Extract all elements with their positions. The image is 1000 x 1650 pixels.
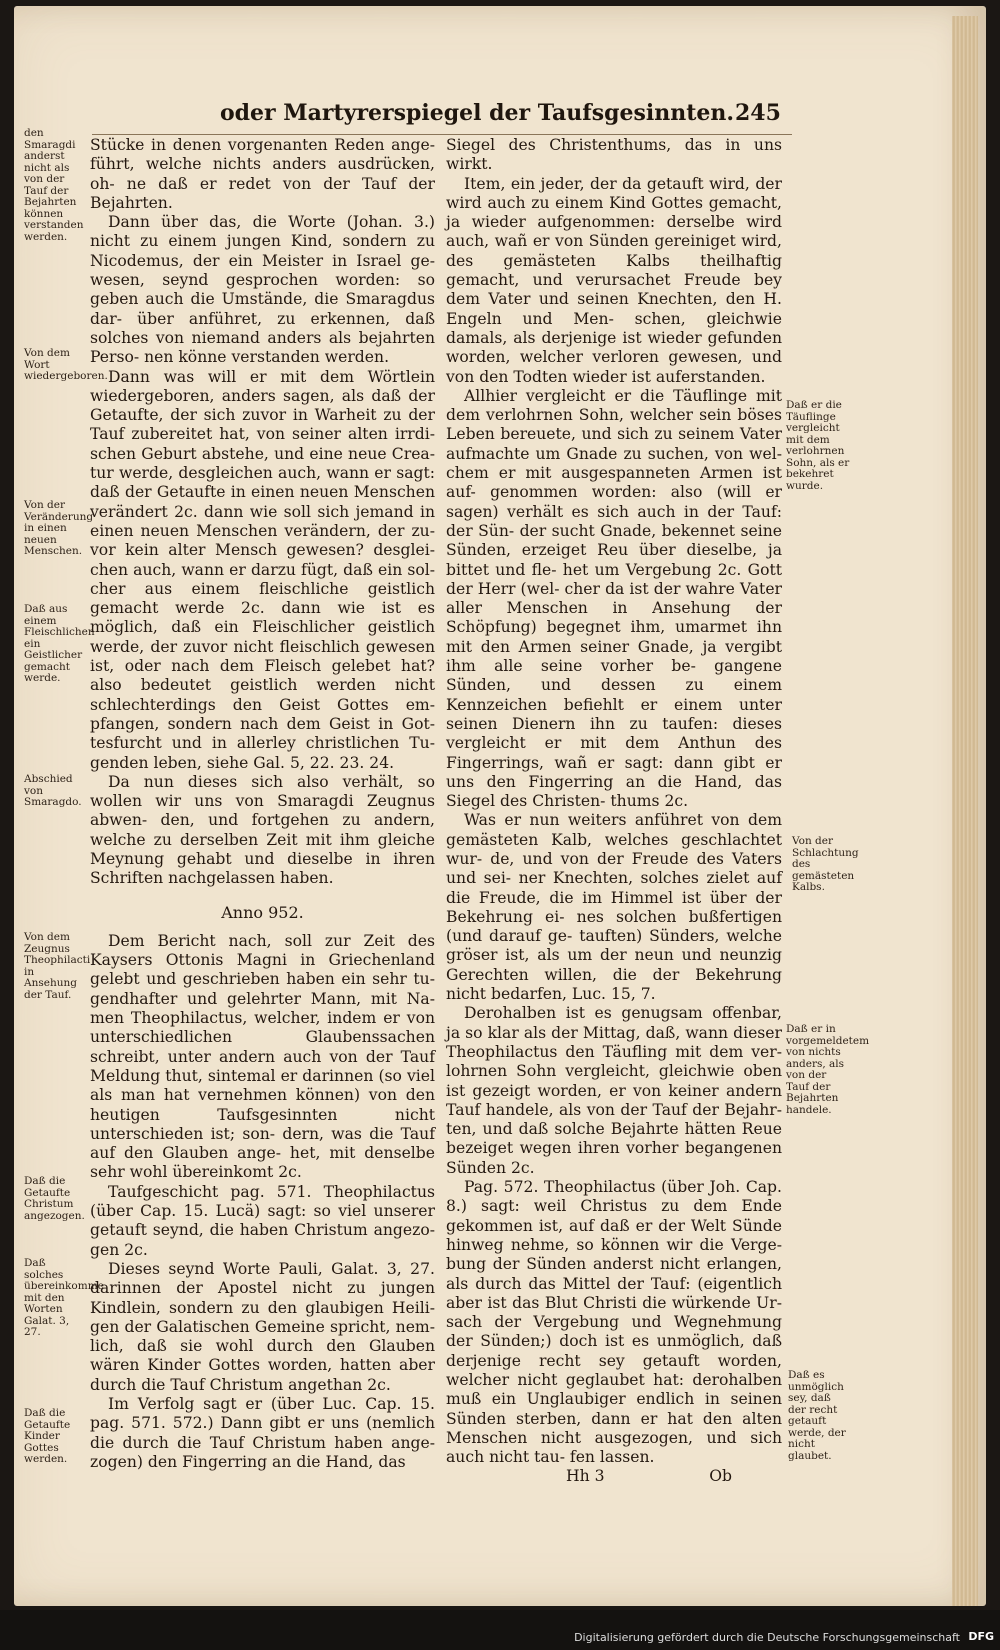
digitization-footer	[0, 1610, 1000, 1650]
margin-note: Abschied von Smaragdo.	[24, 773, 82, 808]
paragraph: Allhier vergleicht er die Täuflinge mit dem verlohrnen Sohn, welcher sein böses Leben bereuete, und sich zu seinem Vater aufmachte um Gnade zu suchen, von wel- chem er mit ausgespanneten Armen ist auf- genommen worden: also (will er sagen) verhält es sich auch in der Tauf: der Sün- der sucht Gnade, bekennet seine Sünden, erzeiget Reu über dieselbe, ja bittet und fle- het um Vergebung 2c. Gott der Herr (wel- cher da ist der wahre Vater aller Menschen in Ansehung der Schöpfung) begegnet ihm, umarmet ihn mit den Armen seiner Gnade, ja vergibt ihm alle seine vorher be- gangene Sünden, und dessen zu einem Kennzeichen befiehlt er einem unter seinen Dienern ihn zu taufen: dieses vergleicht er mit dem Anthun des Fingerrings, wañ er sagt: dann gibt er uns den Fingerring an die Hand, das Siegel des Christen- thums 2c.	[446, 386, 782, 811]
signature-mark: Hh 3	[566, 1467, 605, 1486]
paragraph: Dann über das, die Worte (Johan. 3.) nicht zu einem jungen Kind, sondern zu Nicodemus, der ein Meister in Israel ge- wesen, seynd gesprochen worden: so geben auch die Umstände, die Smaragdus dar- über anführet, zu erkennen, daß solches von niemand anders als bejahrten Perso- nen könne verstanden werden.	[90, 213, 435, 367]
margin-note: Daß es unmöglich sey, daß der recht getauft werde, der nicht glaubet.	[788, 1369, 846, 1462]
paragraph: Dann was will er mit dem Wörtlein wiedergeboren, anders sagen, als daß der Getaufte, der sich zuvor in Warheit zu der Tauf zubereitet hat, von seiner alten irrdi- schen Geburt abstehe, und eine neue Crea- tur werde, desgleichen auch, wann er sagt: daß der Getaufte in einen neuen Menschen verändert 2c. dann wie soll sich jemand in einen neuen Menschen verändern, der zu- vor kein alter Mensch gewesen? desglei- chen auch, wann er darzu fügt, daß ein sol- cher aus einem fleischliche geistlich gemacht werde 2c. dann wie ist es möglich, daß ein Fleischlicher geistlich werde, der zuvor nicht fleischlich gewesen ist, oder nach dem Fleisch gelebet hat? also bedeutet geistlich werden nicht schlechterdings den Geist Gottes em- pfangen, sondern nach dem Geist in Got- tesfurcht und in allerley christlichen Tu- genden leben, siehe Gal. 5, 22. 23. 24.	[90, 367, 435, 772]
margin-note: Daß er in vorgemeldetem von nichts anders, als von der Tauf der Bejahrten handele.	[786, 1023, 870, 1116]
margin-note: Von der Schlachtung des gemästeten Kalbs.	[792, 835, 859, 893]
margin-note: Von dem Zeugnus Theophilacti in Ansehung der Tauf.	[24, 931, 91, 1001]
paragraph: Was er nun weiters anführet von dem gemästeten Kalb, welches geschlachtet wur- de, und von der Freude des Vaters und sei- ner Knechten, solches zielet auf die Freude, die im Himmel ist über der Bekehrung ei- nes solchen bußfertigen (und darauf ge- tauften) Sünders, welche gröser ist, als um der neun und neunzig Gerechten willen, die der Bekehrung nicht bedarfen, Luc. 15, 7.	[446, 811, 782, 1004]
paragraph: Pag. 572. Theophilactus (über Joh. Cap. 8.) sagt: weil Christus zu dem Ende gekommen ist, auf daß er der Welt Sünde hinweg nehme, so können wir die Verge- bung der Sünden anderst nicht erlangen, als durch das Mittel der Tauf: (eigentlich aber ist das Blut Christi die würkende Ur- sach der Vergebung und Wegnehmung der Sünden;) doch ist es unmöglich, daß derjenige recht sey getauft worden, welcher nicht geglaubet hat: derohalben muß ein Unglaubiger endlich in seinen Sünden sterben, dann er hat den alten Menschen nicht ausgezogen, und sich auch nicht tau- fen lassen.	[446, 1178, 782, 1467]
paragraph: Dem Bericht nach, soll zur Zeit des Kaysers Ottonis Magni in Griechenland gelebt und geschrieben haben ein sehr tu- gendhafter und gelehrter Mann, mit Na- men Theophilactus, welcher, indem er von unterschiedlichen Glaubenssachen schreibt, unter andern auch von der Tauf Meldung thut, sintemal er darinnen (so viel als man hat vernehmen können) von den heutigen Taufsgesinnten nicht unterschieden ist; son- dern, was die Tauf auf den Glauben ange- het, mit denselbe sehr wohl übereinkomt 2c.	[90, 931, 435, 1182]
page-number: 245	[735, 100, 781, 126]
paragraph: Da nun dieses sich also verhält, so wollen wir uns von Smaragdi Zeugnus abwen- den, und fortgehen zu andern, welche zu derselben Zeit mit ihm gleiche Meynung gehabt und dieselbe in ihren Schriften nachgelassen haben.	[90, 772, 435, 888]
page-foot	[446, 1467, 782, 1487]
margin-note: Daß aus einem Fleischlichen ein Geistlicher gemacht werde.	[24, 603, 95, 684]
paragraph: Siegel des Christenthums, das in uns wirkt.	[446, 136, 782, 174]
margin-note: Von der Veränderung in einen neuen Menschen.	[24, 499, 94, 557]
dfg-logo: DFG	[968, 1630, 994, 1643]
margin-note: Von dem Wort wiedergeboren.	[24, 347, 108, 382]
paragraph: Dieses seynd Worte Pauli, Galat. 3, 27. darinnen der Apostel nicht zu jungen Kindlein, sondern zu den glaubigen Heili- gen der Galatischen Gemeine spricht, nem- lich, daß sie wohl durch den Glauben wären Kinder Gottes worden, hatten aber durch die Tauf Christum angethan 2c.	[90, 1259, 435, 1394]
section-heading: Anno 952.	[221, 902, 304, 922]
right-column	[446, 136, 782, 1487]
paragraph: Im Verfolg sagt er (über Luc. Cap. 15. pag. 571. 572.) Dann gibt er uns (nemlich die durch die Tauf Christum haben ange- zogen) den Fingerring an die Hand, das	[90, 1395, 435, 1471]
margin-note: Daß solches übereinkomme mit den Worten Galat. 3, 27.	[24, 1257, 104, 1338]
paragraph: Derohalben ist es genugsam offenbar, ja so klar als der Mittag, daß, wann dieser Theophilactus den Täufling mit dem ver- lohrnen Sohn vergleicht, gleichwie oben ist gezeigt worden, er von keiner andern Tauf handele, als von der Tauf der Bejahr- ten, und daß solche Bejahrte hätten Reue bezeiget wegen ihren vorher begangenen Sünden 2c.	[446, 1004, 782, 1177]
funding-credit: Digitalisierung gefördert durch die Deutsche Forschungsgemeinschaft	[574, 1631, 960, 1644]
paragraph: Item, ein jeder, der da getauft wird, der wird auch zu einem Kind Gottes gemacht, ja wieder aufgenommen: derselbe wird auch, wañ er von Sünden gereiniget wird, des gemästeten Kalbs theilhaftig gemacht, und verursachet Freude bey dem Vater und seinen Knechten, den H. Engeln und Men- schen, gleichwie damals, als derjenige ist wieder gefunden worden, welcher verloren gewesen, und von den Todten wieder ist auferstanden.	[446, 174, 782, 386]
margin-note: Daß die Getaufte Christum angezogen.	[24, 1175, 85, 1222]
paragraph: Taufgeschicht pag. 571. Theophilactus (über Cap. 15. Lucä) sagt: so viel unserer getauft seynd, die haben Christum angezo- gen 2c.	[90, 1182, 435, 1259]
page-edge	[952, 16, 978, 1606]
page-header	[220, 100, 920, 130]
paragraph: Stücke in denen vorgenanten Reden ange- führt, welche nichts anders ausdrücken, oh- ne daß er redet von der Tauf der Bejahrten.	[90, 136, 435, 212]
left-column	[90, 136, 435, 1472]
margin-note: Daß er die Täuflinge vergleicht mit dem verlohrnen Sohn, als er bekehret wurde.	[786, 399, 850, 492]
margin-note: Daß die Getaufte Kinder Gottes werden.	[24, 1407, 71, 1465]
margin-note: den Smaragdi anderst nicht als von der Tauf der Bejahrten können verstanden werden.	[24, 127, 84, 243]
header-rule	[92, 134, 792, 135]
catchword: Ob	[709, 1467, 732, 1486]
running-title: oder Martyrerspiegel der Taufsgesinnten.	[220, 100, 735, 126]
